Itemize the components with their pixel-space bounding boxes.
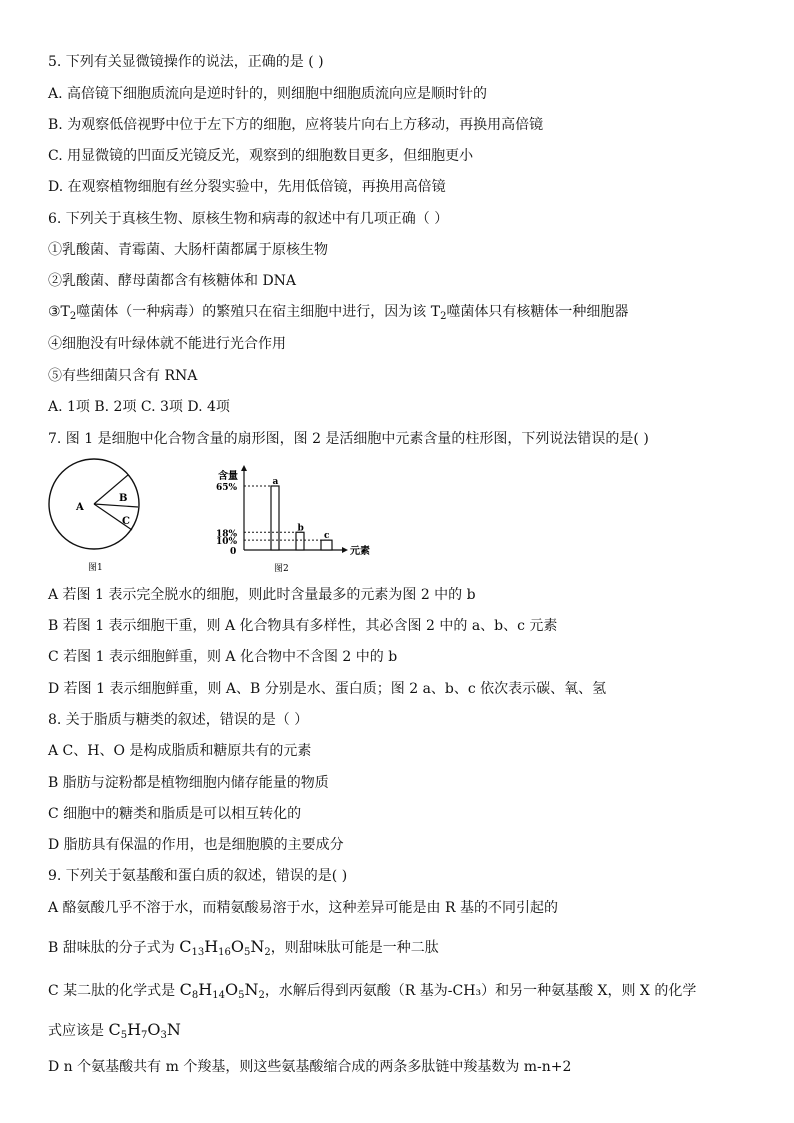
q6-statement-1: ①乳酸菌、青霉菌、大肠杆菌都属于原核生物 xyxy=(48,242,328,258)
bar-label-b: b xyxy=(297,523,304,534)
bar-c xyxy=(321,540,332,550)
q5-option-d: D. 在观察植物细胞有丝分裂实验中，先用低倍镜，再换用高倍镜 xyxy=(48,179,446,195)
q8-stem: 8. 关于脂质与糖类的叙述，错误的是（ ） xyxy=(48,712,309,728)
q8-option-d: D 脂肪具有保温的作用，也是细胞膜的主要成分 xyxy=(48,837,344,853)
q5-option-c: C. 用显微镜的凹面反光镜反光，观察到的细胞数目更多，但细胞更小 xyxy=(48,148,474,164)
q7-option-b: B 若图 1 表示细胞干重，则 A 化合物具有多样性，其必含图 2 中的 a、b、c 元素 xyxy=(48,618,558,634)
q7-figures xyxy=(44,458,384,576)
formula-c8h14o5n2: $C_8H_{14}O_5N_2$ xyxy=(179,980,265,1001)
figure-2-caption: 图2 xyxy=(274,564,289,574)
q8-option-b: B 脂肪与淀粉都是植物细胞内储存能量的物质 xyxy=(48,775,329,791)
q6-options: A. 1项 B. 2项 C. 3项 D. 4项 xyxy=(48,399,230,415)
q5-option-b: B. 为观察低倍视野中位于左下方的细胞，应将装片向右上方移动，再换用高倍镜 xyxy=(48,117,544,133)
q6-statement-2: ②乳酸菌、酵母菌都含有核糖体和 DNA xyxy=(48,273,297,289)
q6-statement-3: $③T_2$噬菌体（一种病毒）的繁殖只在宿主细胞中进行，因为该 $T_2$噬菌体只有核糖体一种细胞器 xyxy=(48,304,629,322)
q5-option-a: A. 高倍镜下细胞质流向是逆时针的，则细胞中细胞质流向应是顺时针的 xyxy=(48,86,488,102)
q7-option-a: A 若图 1 表示完全脱水的细胞，则此时含量最多的元素为图 2 中的 b xyxy=(48,587,476,603)
figure-1-caption: 图1 xyxy=(88,563,103,573)
x-axis-title: 元素 xyxy=(350,546,370,557)
q7-stem: 7. 图 1 是细胞中化合物含量的扇形图，图 2 是活细胞中元素含量的柱形图，下列说法错误的是( ) xyxy=(48,431,649,447)
y-tick-65: 65% xyxy=(216,483,238,493)
y-tick-10: 10% xyxy=(216,537,238,548)
y-tick-18: 18% xyxy=(216,529,238,540)
q6-statement-5: ⑤有些细菌只含有 RNA xyxy=(48,368,198,384)
formula-c13h16o5n2: $C_{13}H_{16}O_5N_2$ xyxy=(179,937,271,958)
q9-stem: 9. 下列关于氨基酸和蛋白质的叙述，错误的是( ) xyxy=(48,868,348,884)
q6-statement-4: ④细胞没有叶绿体就不能进行光合作用 xyxy=(48,336,286,352)
q8-option-c: C 细胞中的糖类和脂质是可以相互转化的 xyxy=(48,806,302,822)
figure-1-pie xyxy=(49,459,139,573)
pie-label-a: A xyxy=(76,502,84,513)
q7-option-c: C 若图 1 表示细胞鲜重，则 A 化合物中不含图 2 中的 b xyxy=(48,649,398,665)
figure-2-bar-chart xyxy=(216,465,370,574)
q6-stem: 6. 下列关于真核生物、原核生物和病毒的叙述中有几项正确（ ） xyxy=(48,211,449,227)
y-tick-0: 0 xyxy=(230,547,237,557)
pie-label-c: C xyxy=(122,516,130,527)
bar-label-a: a xyxy=(272,477,279,487)
q7-option-d: D 若图 1 表示细胞鲜重，则 A、B 分别是水、蛋白质；图 2 a、b、c 依次表示碳、氧、氢 xyxy=(48,681,607,697)
q5-stem: 5. 下列有关显微镜操作的说法，正确的是 ( ) xyxy=(48,54,324,70)
x-axis-arrow xyxy=(342,547,348,553)
q9-option-c: C 某二肽的化学式是 $C_8H_{14}O_5N_2$，水解后得到丙氨酸（R 基为-CH₃）和另一种氨基酸 X，则 X 的化学 xyxy=(48,980,697,1001)
bar-label-c: c xyxy=(324,531,330,542)
bar-b xyxy=(296,532,304,550)
q9-option-a: A 酪氨酸几乎不溶于水，而精氨酸易溶于水，这种差异可能是由 R 基的不同引起的 xyxy=(48,900,558,916)
q9-option-d: D n 个氨基酸共有 m 个羧基，则这些氨基酸缩合成的两条多肽链中羧基数为 m-n+2 xyxy=(48,1059,572,1075)
q8-option-a: A C、H、O 是构成脂质和糖原共有的元素 xyxy=(48,743,312,759)
pie-label-b: B xyxy=(119,493,128,504)
y-axis-title: 含量 xyxy=(218,471,238,482)
q9-option-c-continued: 式应该是 $C_5H_7O_3N$ xyxy=(48,1020,181,1041)
formula-c5h7o3n: $C_5H_7O_3N$ xyxy=(108,1020,181,1041)
q9-option-b: B 甜味肽的分子式为 $C_{13}H_{16}O_5N_2$，则甜味肽可能是一种二肽 xyxy=(48,937,439,958)
y-axis-arrow xyxy=(241,465,247,471)
